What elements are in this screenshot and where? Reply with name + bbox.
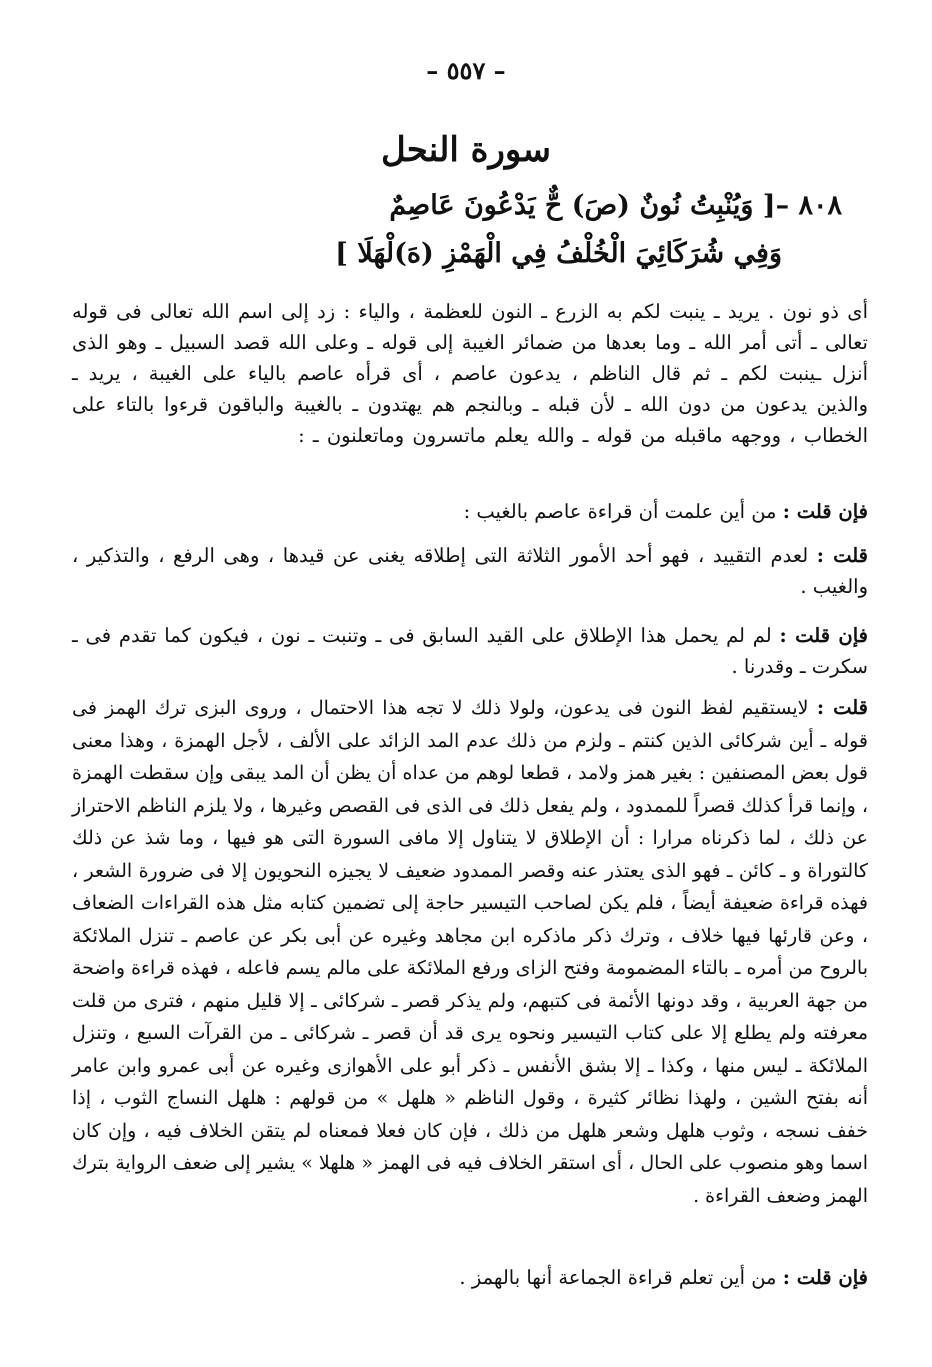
paragraph-label: فإن قلت : <box>782 500 868 523</box>
verse-line-2: وَفِي شُرَكَائِيَ الْخُلْفُ فِي الْهَمْزِ (هَ)لْهَلَا ] <box>335 238 782 269</box>
paragraph-text: لعدم التقييد ، فهو أحد الأمور الثلاثة التى إطلاقه يغنى عن قيدها ، وهى الرفع ، والتذكير ، والغيب . <box>72 544 868 598</box>
paragraph-label: فإن قلت : <box>779 624 868 647</box>
paragraph-text: من أين تعلم قراءة الجماعة أنها بالهمز . <box>459 1266 777 1289</box>
commentary-paragraph-3 <box>72 540 868 602</box>
commentary-paragraph-2 <box>72 496 868 527</box>
paragraph-text: من أين علمت أن قراءة عاصم بالغيب : <box>463 500 777 523</box>
page-number: – ٥٥٧ – <box>426 56 506 85</box>
commentary-paragraph-1 <box>72 296 868 451</box>
paragraph-text: لايستقيم لفظ النون فى يدعون، ولولا ذلك لا تجه هذا الاحتمال ، وروى البزى ترك الهمز فى قوله ـ أين شركائى الذين كنتم ـ ولزم من ذلك عدم المد الزائد على الألف ، لأجل الهمزة ، وهذا معنى قول بعض المصنفين : بغير همز ولامد ، قطعا لوهم من عداه أن يظن أن المد يبقى وإن سقطت الهمزة ، وإنما قرأ كذلك قصراً للممدود ، ولم يفعل ذلك فى الذى فى القصص وغيرها ، ولا يلزم الناظم الاحتراز عن ذلك ، لما ذكرناه مرارا : أن الإطلاق لا يتناول إلا مافى السورة التى هو فيها ، وما شذ عن ذلك كالتوراة و ـ كائن ـ فهو الذى يعتذر عنه وقصر الممدود ضعيف لا يجيزه النحويون إلا فى ضرورة الشعر ، فهذه قراءة ضعيفة أيضاً ، فلم يكن لصاحب التيسير حاجة إلى تضمين كتابه مثل هذه القراءات الضعاف ، وعن قارئها فيها خلاف ، وترك ذكر ماذكره ابن مجاهد وغيره عن أبى بكر عن عاصم ـ تنزل الملائكة بالروح من أمره ـ بالتاء المضمومة وفتح الزاى ورفع الملائكة على مالم يسم فاعله ، فهذه قراءة واضحة من جهة العربية ، وقد دونها الأئمة فى كتبهم، ولم يذكر قصر ـ شركائى ـ إلا قليل منهم ، فترى من قلت معرفته ولم يطلع إلا على كتاب التيسير ونحوه يرى قد أن قصر ـ شركائى ـ من القرآت السبع ، وتنزل الملائكة ـ ليس منها ، وكذا ـ إلا بشق الأنفس ـ ذكر أبو على الأهوازى وغيره عن أبى عمرو وابن عامر أنه بفتح الشين ، ولهذا نظائر كثيرة ، وقول الناظم « هلهل » من قولهم : هلهل النساج الثوب ، إذا خفف نسجه ، وثوب هلهل وشعر هلهل من ذلك ، فإن كان فعلا فمعناه لم يتقن الخلاف فيه ، وإن كان اسما وهو منصوب على الحال ، أى استقر الخلاف فيه فى الهمز « هلهلا » يشير إلى ضعف الرواية بترك الهمز وضعف القراءة . <box>72 697 868 1207</box>
surah-title: سورة النحل <box>381 130 551 170</box>
paragraph-label: قلت : <box>816 696 868 719</box>
commentary-paragraph-6 <box>72 1262 868 1293</box>
verse-line-1: ٨٠٨ –[ وَيُنْبِتُ نُونٌ (صَ) حٌّ يَدْعُونَ عَاصِمٌ <box>389 190 842 221</box>
paragraph-text: لم لم يحمل هذا الإطلاق على القيد السابق فى ـ وتنبت ـ نون ، فيكون كما تقدم فى ـ سكرت ـ وقدرنا . <box>72 624 868 678</box>
commentary-paragraph-5 <box>72 692 868 1212</box>
paragraph-label: فإن قلت : <box>782 1266 868 1289</box>
commentary-paragraph-4 <box>72 620 868 682</box>
paragraph-label: قلت : <box>816 544 868 567</box>
paragraph-text: أى ذو نون . يريد ـ ينبت لكم به الزرع ـ النون للعظمة ، والياء : زد إلى اسم الله تعالى فى قوله تعالى ـ أتى أمر الله ـ وما بعدها من ضمائر الغيبة إلى قوله ـ وعلى الله قصد السبيل ـ وهو الذى أنزل ـينبت لكم ـ ثم قال الناظم ، يدعون عاصم ، أى قرأه عاصم بالياء على الغيبة ، يريد ـ والذين يدعون من دون الله ـ لأن قبله ـ وبالنجم هم يهتدون ـ بالغيبة والباقون قرءوا بالتاء على الخطاب ، ووجهه ماقبله من قوله ـ والله يعلم ماتسرون وماتعلنون ـ : <box>72 300 868 447</box>
